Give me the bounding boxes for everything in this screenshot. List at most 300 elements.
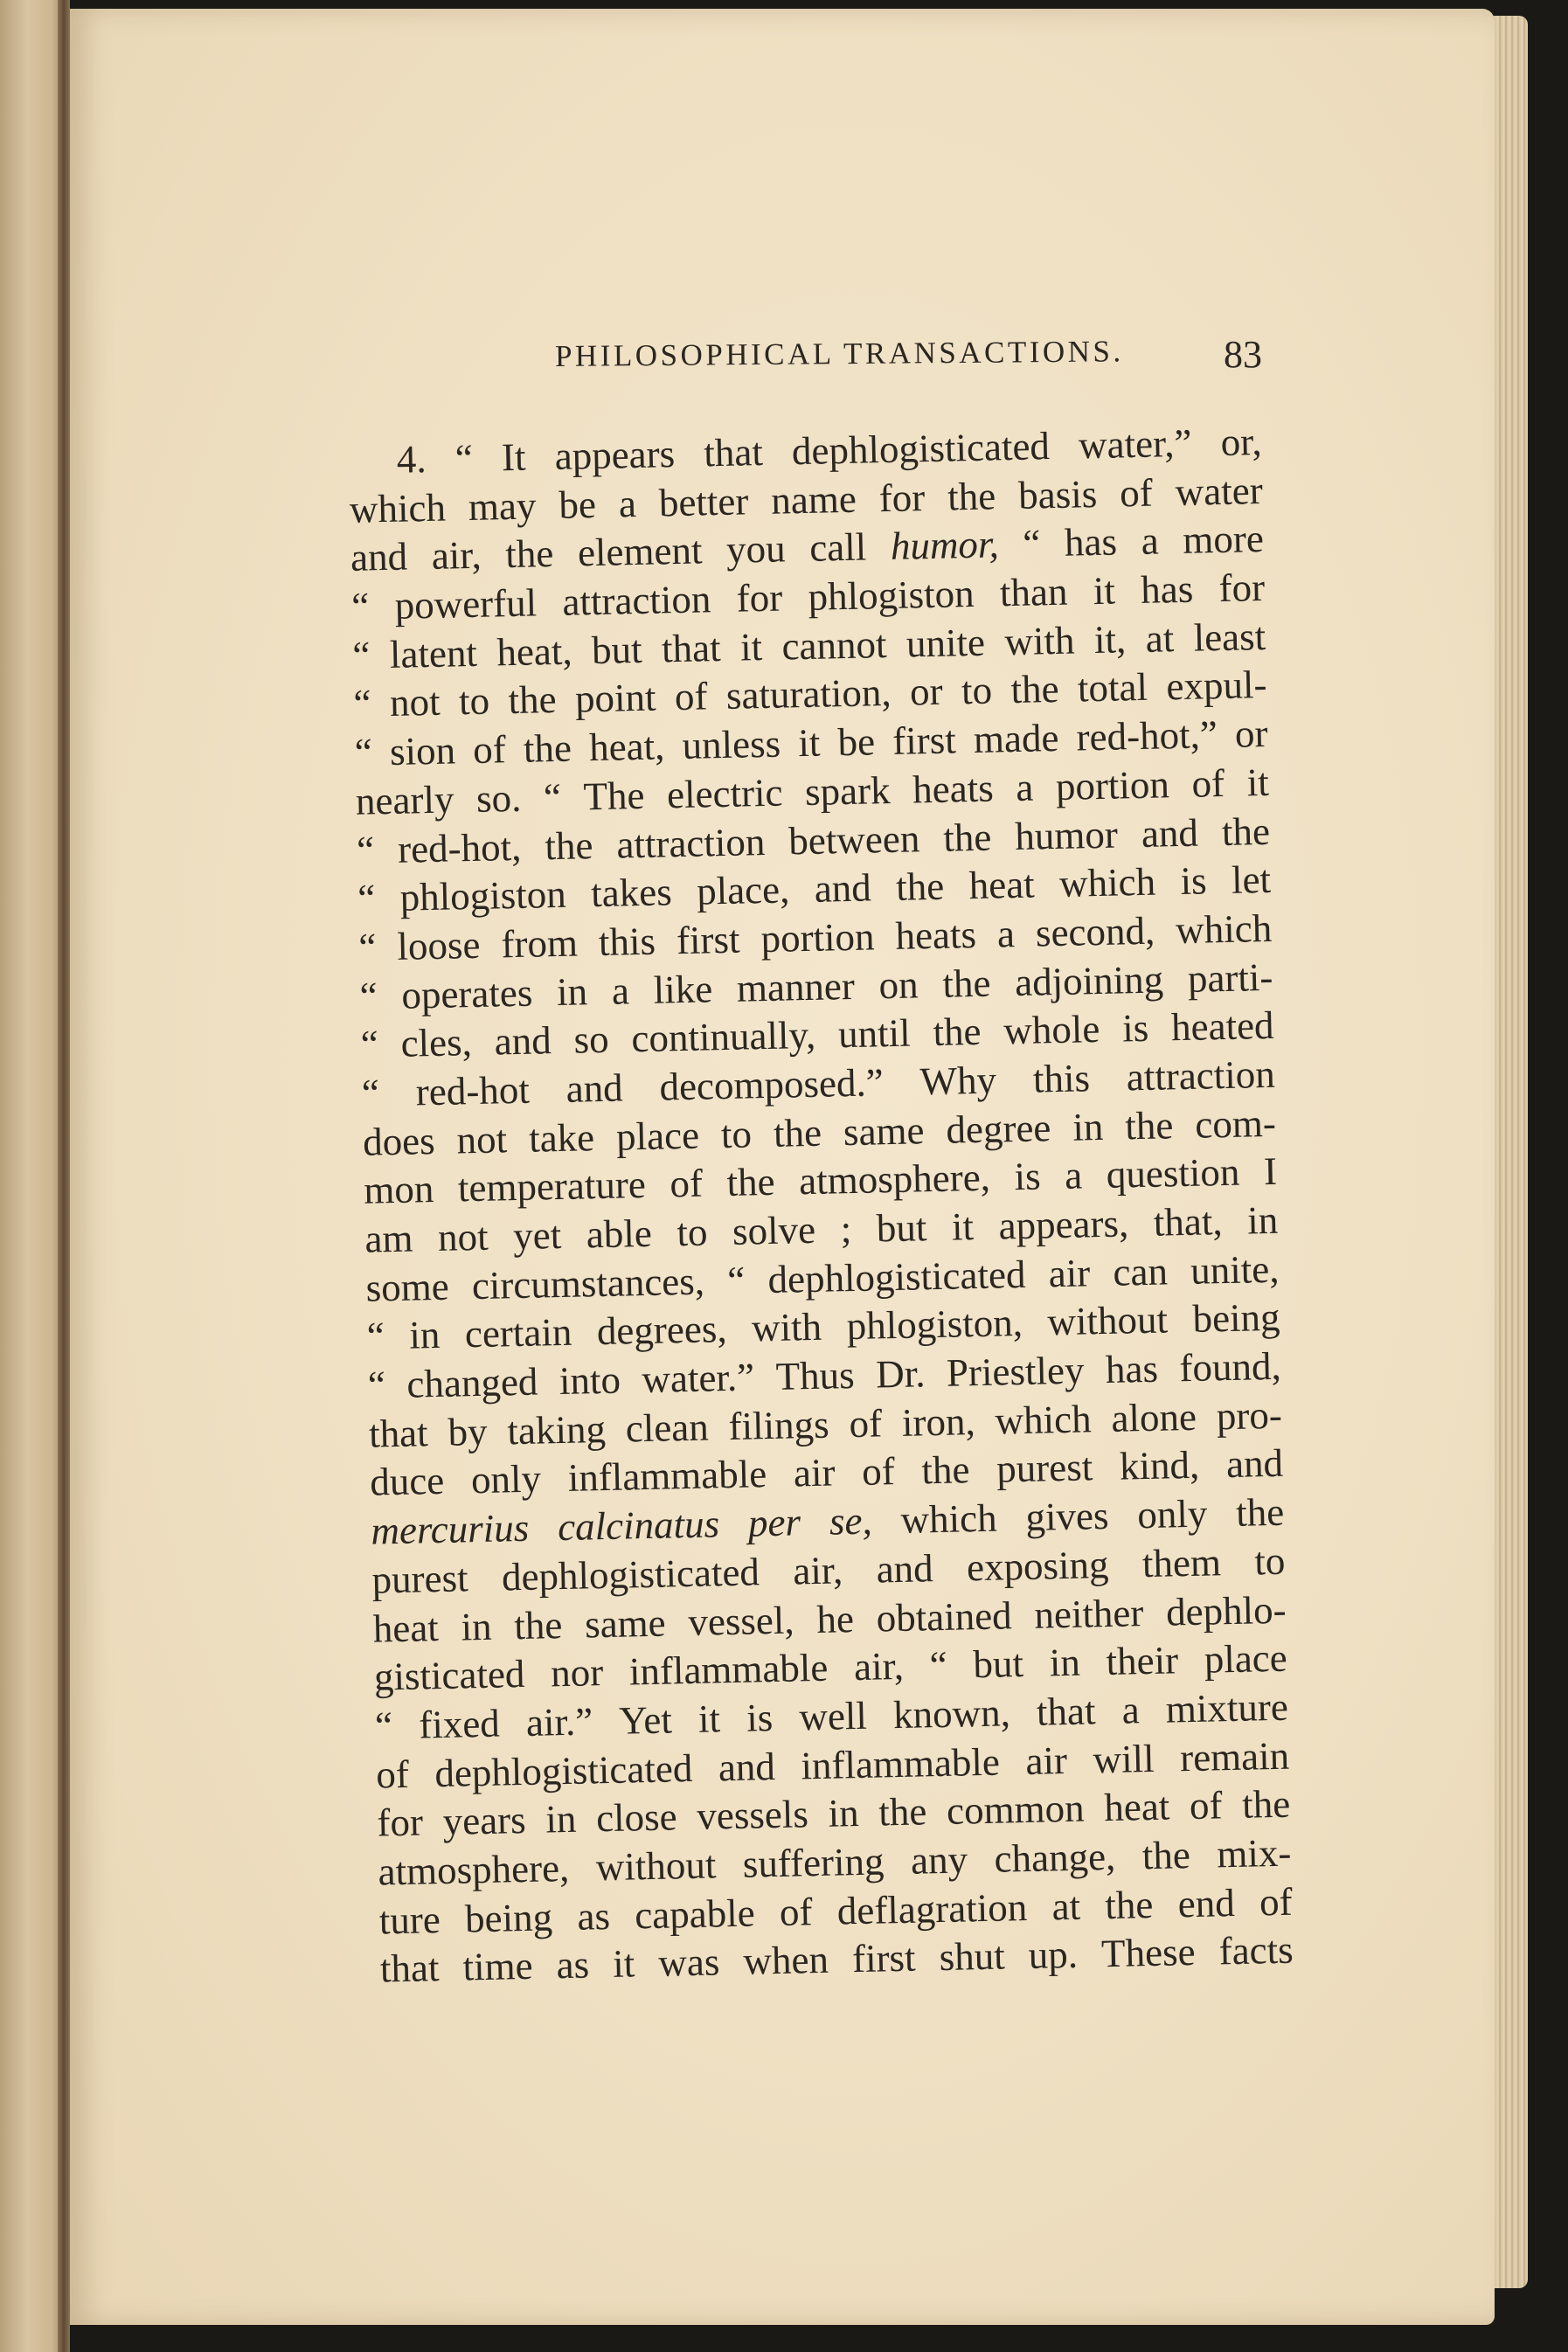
- word: the: [941, 961, 991, 1006]
- word: phlogiston: [808, 571, 975, 619]
- word: common: [946, 1786, 1086, 1834]
- word: end: [1177, 1880, 1236, 1925]
- word: the: [544, 822, 593, 868]
- book-gutter: [58, 0, 70, 2352]
- book-page: [70, 9, 1495, 2325]
- running-head: PHILOSOPHICAL TRANSACTIONS.: [554, 334, 1124, 373]
- word: deflagration: [836, 1884, 1028, 1933]
- italic-word: calcinatus: [557, 1502, 720, 1550]
- word: the: [920, 1447, 970, 1493]
- word: point: [574, 676, 657, 721]
- word: in: [408, 1313, 441, 1358]
- word: from: [500, 920, 579, 967]
- word: years: [442, 1798, 527, 1844]
- word: some: [365, 1264, 450, 1310]
- word: without: [595, 1842, 717, 1890]
- word: between: [787, 815, 920, 863]
- word: “: [360, 1022, 379, 1066]
- word: expul-: [1165, 663, 1267, 709]
- word: shut: [939, 1933, 1006, 1980]
- word: obtained: [876, 1592, 1013, 1641]
- word: in: [828, 1791, 860, 1835]
- word: heats: [894, 912, 977, 958]
- word: of: [669, 1161, 704, 1206]
- word: pro-: [1216, 1392, 1283, 1439]
- word: appears: [554, 432, 676, 478]
- word: this: [1032, 1056, 1091, 1101]
- word: phlogiston: [399, 871, 567, 919]
- word: inflammable: [800, 1739, 1001, 1787]
- body-text: [348, 418, 1294, 1994]
- word: dephlo-: [1165, 1587, 1287, 1634]
- word: element: [577, 528, 703, 575]
- word: the: [508, 677, 558, 723]
- word: to: [676, 1210, 708, 1255]
- word: electric: [666, 770, 783, 817]
- word: in: [1049, 1640, 1081, 1685]
- word: unless: [682, 721, 781, 768]
- word: can: [1112, 1249, 1169, 1294]
- word: operates: [400, 970, 533, 1017]
- word: or,: [1220, 419, 1263, 464]
- word: which: [995, 1397, 1093, 1443]
- word: spark: [804, 767, 892, 814]
- word: heat,: [588, 724, 665, 770]
- word: not: [456, 1116, 508, 1162]
- word: any: [910, 1837, 968, 1883]
- word: call: [808, 524, 867, 571]
- word: Dr.: [875, 1351, 926, 1397]
- word: it: [797, 720, 821, 766]
- word: that: [661, 625, 722, 671]
- word: a: [1121, 1688, 1141, 1732]
- word: by: [447, 1409, 489, 1454]
- word: air,: [853, 1644, 905, 1689]
- word: mixture: [1165, 1684, 1289, 1731]
- word: the: [513, 1602, 563, 1648]
- word: is: [1179, 858, 1208, 904]
- word: It: [501, 434, 526, 480]
- word: loose: [396, 922, 481, 968]
- word: cles,: [400, 1020, 473, 1066]
- word: of: [848, 1401, 883, 1446]
- word: the: [1124, 1102, 1174, 1148]
- word: attraction: [615, 819, 766, 867]
- word: unite,: [1190, 1246, 1280, 1293]
- word: adjoining: [1014, 957, 1164, 1004]
- word: the: [895, 864, 945, 910]
- word: “: [356, 827, 375, 872]
- word: and: [718, 1744, 776, 1789]
- word: takes: [590, 870, 673, 916]
- word: or: [1234, 711, 1268, 756]
- word: com-: [1194, 1100, 1277, 1147]
- word: is: [746, 1695, 774, 1740]
- word: ture: [378, 1897, 441, 1943]
- word: changed: [406, 1359, 538, 1406]
- word: the: [932, 1009, 982, 1055]
- word: suffering: [742, 1839, 885, 1886]
- word: but: [972, 1641, 1024, 1687]
- word: into: [559, 1357, 621, 1404]
- word: or: [909, 670, 944, 714]
- word: heat: [968, 862, 1036, 908]
- word: place,: [696, 867, 790, 913]
- word: to: [1253, 1538, 1286, 1584]
- word: vessels: [696, 1792, 809, 1839]
- word: portion: [1055, 762, 1170, 808]
- word: heat: [1103, 1784, 1170, 1830]
- word: that,: [1153, 1199, 1224, 1245]
- word: heats: [912, 766, 995, 812]
- word: time: [462, 1944, 534, 1989]
- word: total: [1077, 665, 1148, 711]
- word: phlogiston,: [846, 1301, 1023, 1349]
- word: inflammable: [567, 1452, 767, 1501]
- word: you: [725, 526, 787, 572]
- word: so: [573, 1017, 610, 1062]
- word: red-hot,: [397, 824, 522, 871]
- word: and: [876, 1545, 934, 1592]
- word: than: [999, 569, 1068, 615]
- word: on: [878, 961, 919, 1007]
- word: nor: [550, 1650, 604, 1696]
- word: degrees,: [596, 1307, 728, 1354]
- word: capable: [634, 1891, 756, 1938]
- word: the: [878, 1789, 927, 1835]
- word: for: [878, 475, 926, 520]
- word: it: [951, 1204, 975, 1249]
- word: clean: [625, 1405, 710, 1451]
- word: air.”: [525, 1699, 593, 1745]
- word: in: [545, 1797, 577, 1842]
- word: “: [351, 633, 371, 677]
- word: heated: [1170, 1003, 1275, 1050]
- italic-word: humor,: [890, 522, 1000, 569]
- word: a: [996, 911, 1016, 956]
- word: whole: [1003, 1007, 1100, 1053]
- word: for: [1218, 565, 1266, 611]
- word: a: [1015, 765, 1034, 809]
- word: not: [389, 680, 441, 725]
- word: purest: [996, 1445, 1093, 1492]
- word: at: [1145, 615, 1175, 661]
- word: the: [1141, 1833, 1191, 1878]
- word: air: [1048, 1251, 1091, 1295]
- page-number: 83: [1224, 333, 1262, 376]
- word: like: [653, 966, 713, 1012]
- word: of: [1119, 470, 1154, 516]
- word: is: [1014, 1154, 1042, 1199]
- word: portion: [760, 914, 876, 961]
- word: water: [1175, 468, 1264, 514]
- word: unite: [905, 620, 986, 666]
- word: has: [1064, 519, 1118, 565]
- word: of: [1190, 760, 1225, 806]
- word: that: [379, 1946, 440, 1991]
- word: dephlogisticated: [501, 1550, 760, 1599]
- word: air,: [431, 533, 482, 579]
- word: Why: [919, 1058, 997, 1104]
- word: being: [1192, 1295, 1281, 1342]
- word: mon: [363, 1167, 434, 1213]
- word: heat,: [496, 628, 573, 675]
- word: has: [1140, 566, 1194, 612]
- word: humor: [1014, 812, 1119, 858]
- word: first: [892, 718, 957, 764]
- word: he: [815, 1596, 855, 1641]
- word: take: [528, 1114, 595, 1161]
- word: basis: [1017, 471, 1098, 517]
- word: may: [468, 483, 537, 529]
- word: “: [454, 435, 474, 481]
- word: which: [1058, 859, 1156, 906]
- word: made: [973, 716, 1059, 762]
- word: which: [900, 1495, 998, 1543]
- word: this: [598, 919, 656, 964]
- word: “: [353, 681, 372, 726]
- word: vessel,: [687, 1597, 795, 1644]
- word: “: [726, 1258, 746, 1302]
- word: exposing: [966, 1542, 1110, 1590]
- word: the: [947, 474, 996, 519]
- word: of: [472, 727, 507, 773]
- word: iron,: [901, 1398, 976, 1445]
- word: of: [1259, 1879, 1294, 1925]
- word: air: [1024, 1738, 1068, 1783]
- word: and: [814, 865, 872, 912]
- word: “: [374, 1703, 393, 1748]
- word: yet: [512, 1212, 562, 1259]
- word: saturation,: [725, 670, 892, 718]
- word: of: [861, 1449, 896, 1495]
- word: place: [615, 1113, 700, 1159]
- word: heat: [372, 1605, 440, 1651]
- word: is: [1121, 1006, 1149, 1051]
- word: kind,: [1119, 1443, 1200, 1489]
- word: better: [658, 479, 749, 525]
- word: that: [1036, 1689, 1096, 1734]
- word: “: [350, 584, 370, 628]
- word: second,: [1035, 908, 1155, 955]
- word: it: [1246, 760, 1270, 805]
- word: dephlogisticated: [767, 1252, 1026, 1301]
- word: Yet: [618, 1697, 673, 1743]
- word: which: [1175, 905, 1273, 953]
- word: of: [779, 1889, 813, 1934]
- word: them: [1141, 1540, 1222, 1585]
- word: sion: [389, 728, 456, 774]
- word: alone: [1110, 1394, 1197, 1440]
- word: air: [793, 1450, 836, 1495]
- word: a: [618, 481, 637, 526]
- word: as: [556, 1942, 590, 1988]
- word: water.”: [641, 1355, 755, 1402]
- word: fixed: [418, 1701, 501, 1747]
- word: be: [558, 482, 597, 527]
- word: well: [798, 1693, 868, 1739]
- word: “: [359, 973, 378, 1018]
- word: more: [1182, 517, 1265, 563]
- word: a: [1064, 1153, 1083, 1198]
- word: continually,: [630, 1013, 816, 1061]
- word: These: [1100, 1930, 1197, 1976]
- word: red-hot: [415, 1067, 531, 1114]
- word: and: [350, 534, 408, 580]
- word: parti-: [1187, 954, 1273, 1001]
- word: same: [584, 1600, 667, 1647]
- word: attraction: [561, 577, 711, 624]
- word: it: [739, 624, 763, 670]
- word: place: [1204, 1635, 1288, 1682]
- word: “: [366, 1314, 385, 1359]
- word: but: [876, 1205, 927, 1251]
- word: it: [612, 1941, 635, 1987]
- word: in: [1072, 1104, 1104, 1149]
- word: latent: [389, 630, 478, 676]
- italic-word: per: [747, 1500, 801, 1545]
- word: for: [376, 1800, 424, 1845]
- word: known,: [892, 1690, 1011, 1738]
- italic-word: mercurius: [370, 1505, 530, 1553]
- word: Thus: [775, 1353, 856, 1398]
- word: when: [742, 1938, 829, 1984]
- word: without: [1046, 1297, 1169, 1344]
- word: to: [458, 679, 490, 724]
- word: The: [582, 773, 645, 819]
- word: the: [1221, 808, 1271, 854]
- word: close: [595, 1794, 678, 1841]
- word: “: [357, 876, 376, 920]
- word: which: [349, 485, 447, 531]
- word: dephlogisticated: [791, 424, 1051, 474]
- word: neither: [1033, 1590, 1144, 1637]
- word: the: [942, 815, 992, 860]
- word: manner: [736, 963, 856, 1010]
- word: taking: [506, 1406, 607, 1454]
- word: to: [720, 1112, 753, 1156]
- word: “: [357, 925, 377, 969]
- word: “: [1022, 521, 1041, 566]
- word: attraction: [1126, 1051, 1276, 1100]
- word: so.: [475, 775, 522, 821]
- word: as: [576, 1893, 611, 1939]
- word: it: [697, 1696, 721, 1741]
- word: found,: [1178, 1343, 1282, 1391]
- word: red-hot,”: [1076, 712, 1218, 760]
- word: Priestley: [946, 1348, 1085, 1395]
- word: first: [851, 1935, 917, 1981]
- word: the: [773, 1110, 822, 1155]
- word: not: [437, 1214, 489, 1259]
- word: least: [1193, 614, 1266, 660]
- word: the: [726, 1160, 776, 1205]
- word: the: [1010, 667, 1060, 712]
- word: remain: [1179, 1733, 1290, 1780]
- word: the: [1235, 1489, 1285, 1535]
- word: of: [1189, 1783, 1224, 1828]
- word: with: [1003, 618, 1075, 663]
- word: let: [1231, 857, 1272, 903]
- word: first: [676, 917, 741, 963]
- word: “: [543, 774, 562, 820]
- word: air,: [792, 1548, 843, 1593]
- word: appears,: [998, 1201, 1129, 1248]
- word: was: [657, 1939, 720, 1986]
- word: same: [843, 1107, 925, 1154]
- word: and: [565, 1065, 624, 1111]
- word: in: [556, 968, 588, 1014]
- word: and: [1141, 810, 1199, 856]
- word: the: [1241, 1781, 1291, 1828]
- word: gives: [1024, 1494, 1109, 1540]
- word: circumstances,: [471, 1259, 705, 1308]
- word: only: [470, 1456, 542, 1502]
- word: a: [1141, 518, 1160, 564]
- word: degree: [945, 1105, 1051, 1152]
- word: “: [367, 1363, 386, 1407]
- word: mix-: [1216, 1830, 1292, 1877]
- word: will: [1093, 1736, 1155, 1781]
- word: able: [586, 1211, 653, 1257]
- word: temperature: [457, 1162, 647, 1211]
- word: ;: [840, 1207, 852, 1252]
- word: inflammable: [628, 1645, 829, 1694]
- word: change,: [994, 1834, 1116, 1881]
- word: I: [1263, 1149, 1278, 1194]
- word: gisticated: [373, 1652, 525, 1699]
- word: “: [354, 730, 373, 774]
- word: facts: [1218, 1927, 1294, 1974]
- word: am: [364, 1216, 413, 1261]
- word: in: [461, 1604, 493, 1648]
- word: purest: [371, 1556, 469, 1602]
- word: powerful: [394, 580, 538, 628]
- word: nearly: [355, 777, 454, 823]
- word: atmosphere,: [378, 1845, 570, 1894]
- word: at: [1051, 1884, 1081, 1929]
- word: to: [961, 668, 993, 713]
- word: up.: [1028, 1932, 1079, 1978]
- word: with: [751, 1305, 822, 1350]
- italic-word: se,: [829, 1498, 873, 1544]
- word: and: [1225, 1441, 1284, 1487]
- word: 4.: [396, 437, 427, 482]
- word: that: [368, 1410, 429, 1456]
- word: until: [837, 1010, 912, 1057]
- word: and: [494, 1018, 552, 1064]
- word: it,: [1093, 617, 1127, 662]
- word: decomposed.”: [658, 1060, 885, 1109]
- word: of: [375, 1752, 410, 1797]
- word: dephlogisticated: [434, 1745, 693, 1795]
- word: in: [1246, 1197, 1279, 1243]
- word: has: [1105, 1346, 1159, 1392]
- word: being: [464, 1894, 553, 1941]
- word: their: [1106, 1638, 1179, 1684]
- word: the: [523, 725, 572, 771]
- word: certain: [464, 1310, 572, 1356]
- word: it: [1093, 568, 1116, 614]
- word: “: [361, 1071, 380, 1115]
- word: the: [1104, 1882, 1154, 1927]
- word: filings: [728, 1402, 830, 1448]
- word: the: [504, 531, 554, 577]
- word: water,”: [1078, 420, 1192, 468]
- word: be: [836, 719, 876, 765]
- word: duce: [369, 1459, 445, 1505]
- word: solve: [732, 1207, 816, 1253]
